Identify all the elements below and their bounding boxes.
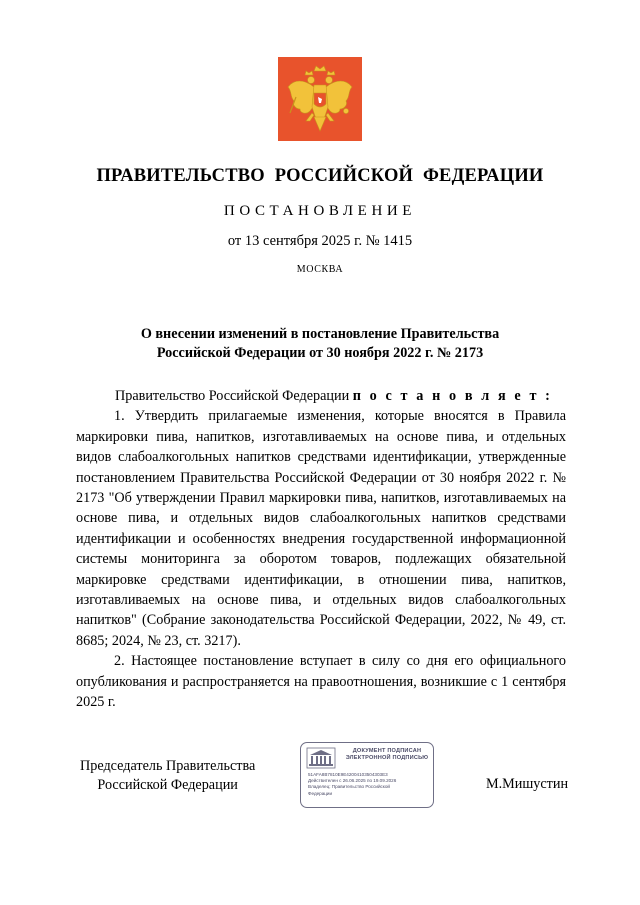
document-type: ПОСТАНОВЛЕНИЕ xyxy=(223,203,417,219)
intro-paragraph xyxy=(76,386,566,406)
signer-name: М.Мишустин xyxy=(486,776,569,792)
paragraph-1: 1. Утвердить прилагаемые изменения, которые вносятся в Правила маркировки пива, напитков, изготавливаемых на основе пива, и отдельных видов слабоалкогольных напитков средствами идентификации, утвержденные постановлением Правительства Российской Федерации от 30 ноября 2022 г. № 2173 "Об утверждении Правил маркировки пива, напитков, изготавливаемых на основе пива, и отдельных видов слабоалкогольных напитков средствами идентификации и особенностях внедрения государственной информационной системы мониторинга за оборотом товаров, подлежащих обязательной маркировке средствами идентификации, в отношении пива, напитков, изготавливаемых на основе пива, и отдельных видов слабоалкогольных напитков" (Собрание законодательства Российской Федерации, 2022, № 49, ст. 8685; 2024, № 23, ст. 3217). xyxy=(76,408,566,649)
heading-line-2: Российской Федерации от 30 ноября 2022 г. № 2173 xyxy=(156,345,484,361)
signer-position-line-1: Председатель Правительства xyxy=(80,758,256,774)
document-date-number: от 13 сентября 2025 г. № 1415 xyxy=(227,233,413,249)
signer-position xyxy=(80,757,255,795)
document-city: МОСКВА xyxy=(296,264,344,275)
government-building-icon xyxy=(306,747,336,769)
coat-of-arms-emblem xyxy=(278,57,362,141)
stamp-certificate: 51AFA8B7810E9E42004103504303E3 xyxy=(308,772,388,777)
stamp-owner-line-2: Федерации xyxy=(308,790,333,796)
stamp-details xyxy=(308,772,430,797)
stamp-header-line-1: ДОКУМЕНТ ПОДПИСАН xyxy=(352,748,422,754)
paragraph-2: 2. Настоящее постановление вступает в силу со дня его официального опубликования и распространяется на правоотношения, возникшие с 1 сентября 2025 г. xyxy=(76,653,566,711)
stamp-header xyxy=(343,748,431,762)
government-title: ПРАВИТЕЛЬСТВО РОССИЙСКОЙ ФЕДЕРАЦИИ xyxy=(96,166,544,186)
signer-position-line-2: Российской Федерации xyxy=(97,777,238,793)
decree-word: п о с т а н о в л я е т : xyxy=(352,388,553,404)
document-heading xyxy=(0,325,640,363)
document-body xyxy=(76,386,566,713)
stamp-header-line-2: ЭЛЕКТРОННОЙ ПОДПИСЬЮ xyxy=(345,755,429,761)
intro-text: Правительство Российской Федерации xyxy=(115,388,353,404)
stamp-validity: Действителен с 26.06.2025 по 19.09.2026 xyxy=(308,778,397,784)
stamp-owner-line-1: Владелец: Правительство Российской xyxy=(308,784,390,790)
electronic-signature-stamp xyxy=(300,742,434,808)
heading-line-1: О внесении изменений в постановление Правительства xyxy=(140,326,500,342)
